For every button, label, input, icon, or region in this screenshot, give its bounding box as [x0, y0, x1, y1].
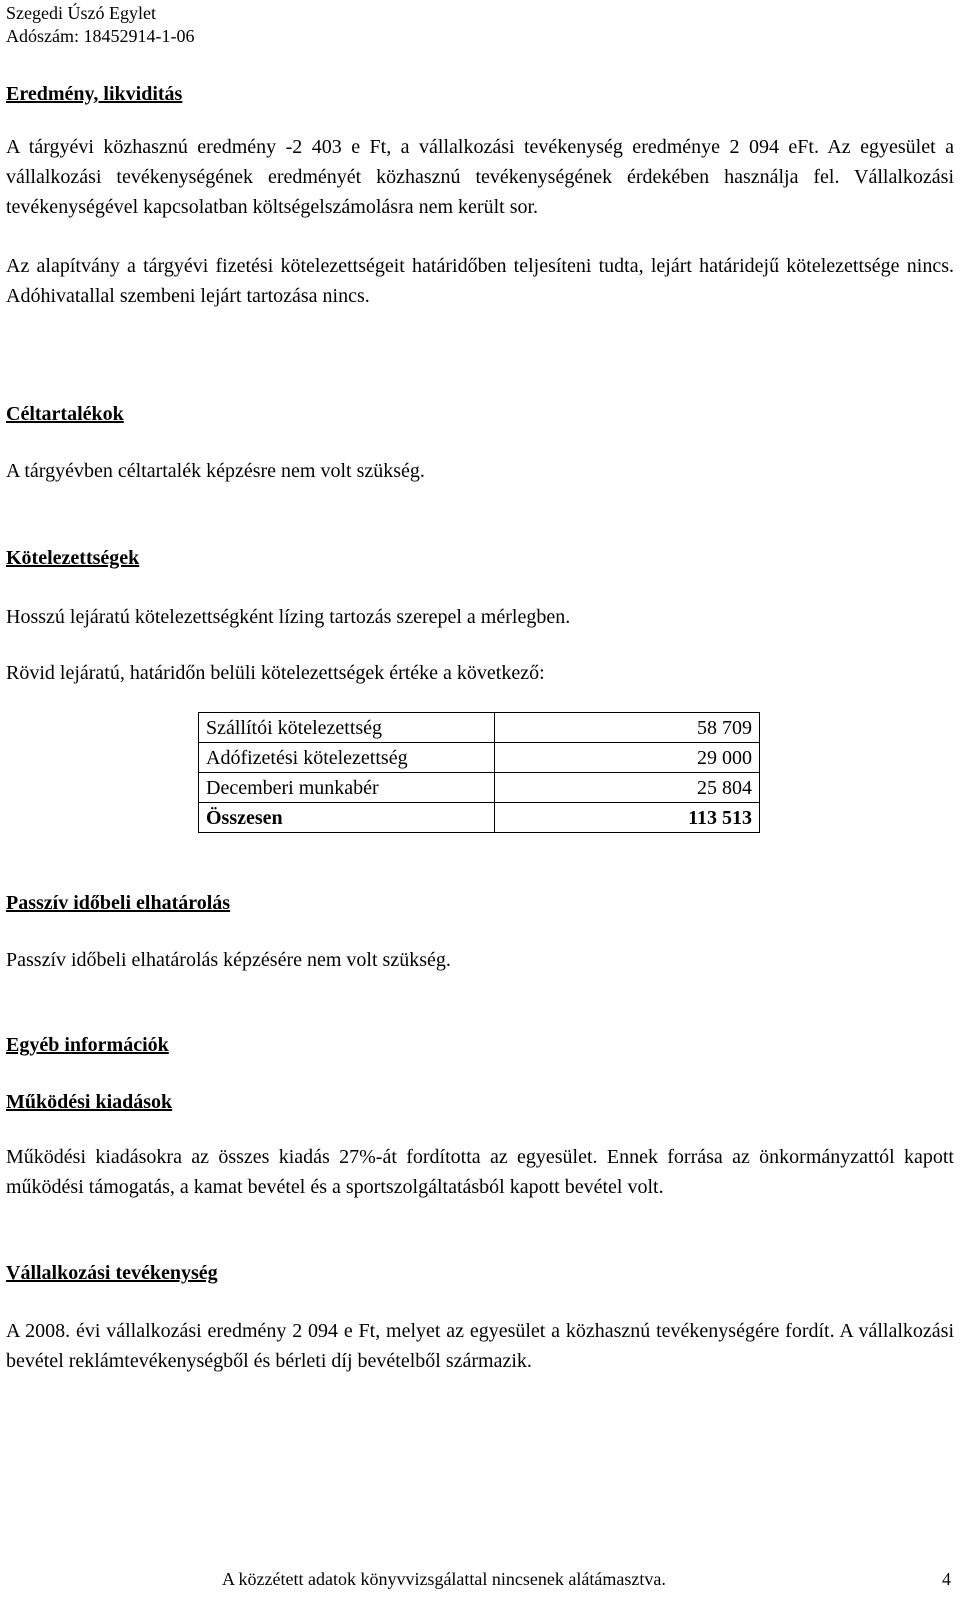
paragraph-passziv: Passzív időbeli elhatárolás képzésére nem volt szükség.: [6, 949, 451, 971]
liability-value: 58 709: [495, 713, 760, 743]
section-title-eredmeny: Eredmény, likviditás: [6, 83, 183, 105]
section-title-celtartalek: Céltartalékok: [6, 403, 124, 425]
page-number: 4: [942, 1569, 951, 1589]
page-header: [6, 2, 194, 48]
section-title-passziv: Passzív időbeli elhatárolás: [6, 892, 231, 914]
table-row: [199, 773, 760, 803]
liability-label: Decemberi munkabér: [199, 773, 495, 803]
section-title-vallalkozasi: Vállalkozási tevékenység: [6, 1262, 218, 1284]
section-title-mukodesi: Működési kiadások: [6, 1091, 173, 1113]
tax-id: Adószám: 18452914-1-06: [6, 26, 195, 46]
table-row: [199, 743, 760, 773]
section-title-egyeb: Egyéb információk: [6, 1034, 169, 1056]
paragraph-eredmeny-2: Az alapítvány a tárgyévi fizetési kötelezettségeit határidőben teljesíteni tudta, lejárt határidejű kötelezettsége nincs. Adóhivatallal szembeni lejárt tartozása nincs.: [6, 255, 954, 307]
total-label: Összesen: [199, 803, 495, 833]
table-total-row: [199, 803, 760, 833]
organization-name: Szegedi Úszó Egylet: [6, 3, 156, 23]
paragraph-eredmeny-1: A tárgyévi közhasznú eredmény -2 403 e Ft, a vállalkozási tevékenység eredménye 2 094 eFt. Az egyesület a vállalkozási tevékenységének eredményét közhasznú tevékenységének érdekében használja fel. Vállalkozási tevékenységével kapcsolatban költségelszámolásra nem került sor.: [6, 136, 954, 218]
liability-value: 25 804: [495, 773, 760, 803]
liability-label: Szállítói kötelezettség: [199, 713, 495, 743]
footer-note: A közzétett adatok könyvvizsgálattal nincsenek alátámasztva.: [222, 1569, 666, 1589]
paragraph-celtartalek: A tárgyévben céltartalék képzésre nem volt szükség.: [6, 460, 425, 482]
liabilities-table: [198, 712, 760, 833]
paragraph-kotelezettsegek-2: Rövid lejáratú, határidőn belüli kötelezettségek értéke a következő:: [6, 662, 545, 684]
liability-value: 29 000: [495, 743, 760, 773]
liability-label: Adófizetési kötelezettség: [199, 743, 495, 773]
paragraph-mukodesi: Működési kiadásokra az összes kiadás 27%-át fordította az egyesület. Ennek forrása az önkormányzattól kapott működési támogatás, a kamat bevétel és a sportszolgáltatásból kapott bevétel volt.: [6, 1146, 954, 1198]
paragraph-kotelezettsegek-1: Hosszú lejáratú kötelezettségként lízing tartozás szerepel a mérlegben.: [6, 606, 571, 628]
paragraph-vallalkozasi: A 2008. évi vállalkozási eredmény 2 094 e Ft, melyet az egyesület a közhasznú tevékenységére fordít. A vállalkozási bevétel reklámtevékenységből és bérleti díj bevételből származik.: [6, 1320, 954, 1372]
total-value: 113 513: [495, 803, 760, 833]
section-title-kotelezettsegek: Kötelezettségek: [6, 547, 140, 569]
table-row: [199, 713, 760, 743]
